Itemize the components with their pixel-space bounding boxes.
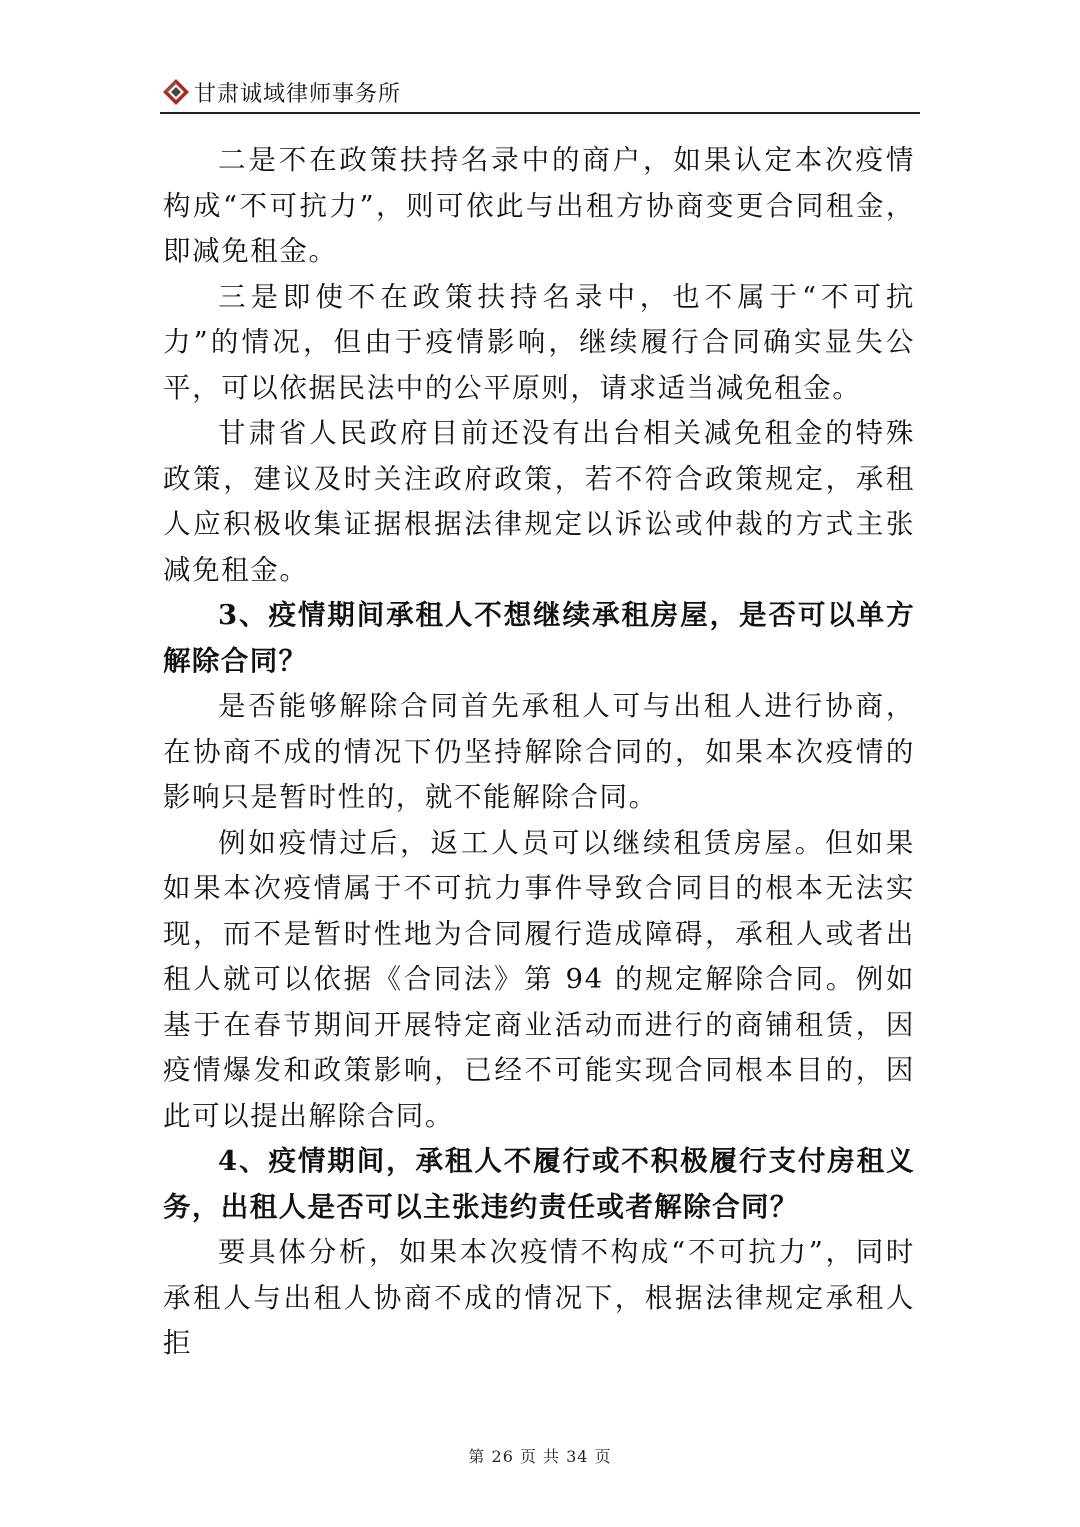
paragraph-terminate-negotiation: 是否能够解除合同首先承租人可与出租人进行协商，在协商不成的情况下仍坚持解除合同的，如果本次疫情的影响只是暂时性的，就不能解除合同。 xyxy=(163,690,915,813)
paragraph-terminate-example: 例如疫情过后，返工人员可以继续租赁房屋。但如果如果本次疫情属于不可抗力事件导致合同目的根本无法实现，而不是暂时性地为合同履行造成障碍，承租人或者出租人就可以依据《合同法》第 94 的规定解除合同。例如基于在春节期间开展特定商业活动而进行的商铺租赁，因疫情爆发和政策影响，已经不可能实现合同根本目的，因此可以提出解除合同。 xyxy=(163,826,915,1132)
page-number: 第 26 页 共 34 页 xyxy=(468,1447,612,1466)
firm-name: 甘肃诚域律师事务所 xyxy=(194,82,402,107)
document-body xyxy=(163,138,915,1367)
paragraph-policy-two: 二是不在政策扶持名录中的商户，如果认定本次疫情构成“不可抗力”，则可依此与出租方协商变更合同租金，即减免租金。 xyxy=(163,144,915,267)
paragraph-policy-three: 三是即使不在政策扶持名录中，也不属于“不可抗力”的情况，但由于疫情影响，继续履行合同确实显失公平，可以依据民法中的公平原则，请求适当减免租金。 xyxy=(163,280,915,404)
firm-logo-icon xyxy=(162,78,190,106)
section-heading-3: 3、疫情期间承租人不想继续承租房屋，是否可以单方解除合同？ xyxy=(163,599,915,677)
page-header xyxy=(160,72,920,114)
paragraph-gansu-policy: 甘肃省人民政府目前还没有出台相关减免租金的特殊政策，建议及时关注政府政策，若不符合政策规定，承租人应积极收集证据根据法律规定以诉讼或仲裁的方式主张减免租金。 xyxy=(163,417,915,586)
section-heading-4: 4、疫情期间，承租人不履行或不积极履行支付房租义务，出租人是否可以主张违约责任或者解除合同？ xyxy=(163,1145,915,1223)
paragraph-rent-analysis: 要具体分析，如果本次疫情不构成“不可抗力”，同时承租人与出租人协商不成的情况下，根据法律规定承租人拒 xyxy=(163,1236,915,1359)
